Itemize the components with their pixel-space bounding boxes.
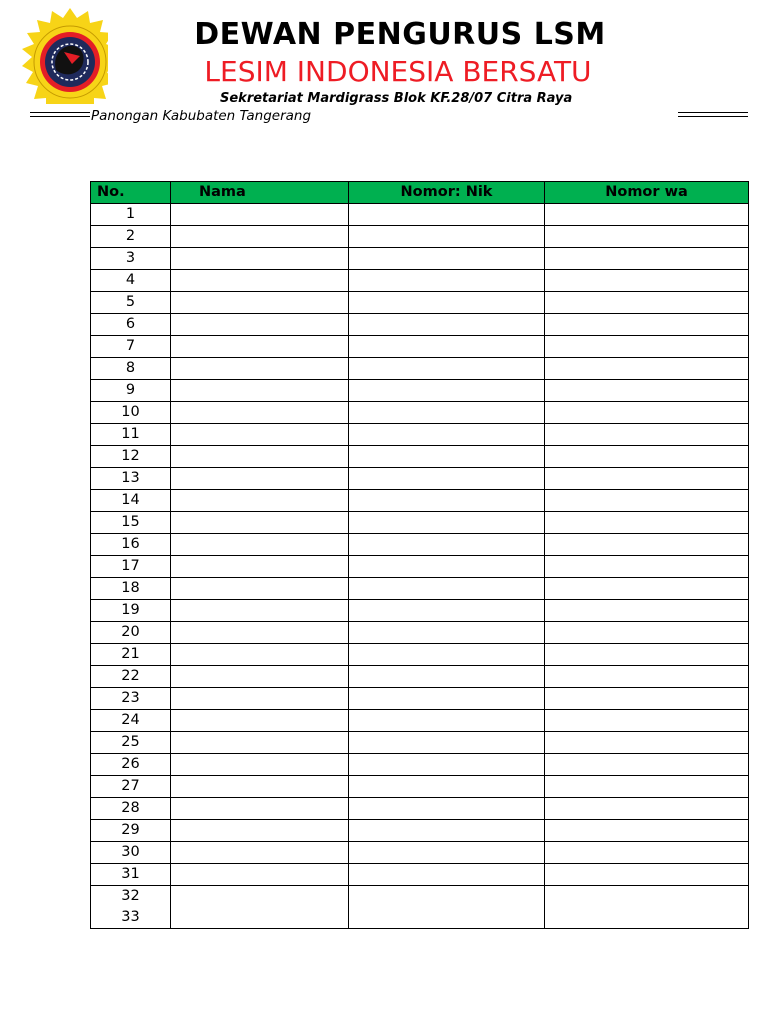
table-row bbox=[91, 732, 749, 754]
wa-cell[interactable] bbox=[545, 644, 749, 666]
secretariat-location: Panongan Kabubaten Tangerang bbox=[91, 108, 312, 124]
row-number: 13 bbox=[91, 468, 171, 490]
nama-cell[interactable] bbox=[171, 468, 349, 490]
wa-cell[interactable] bbox=[545, 600, 749, 622]
row-number: 27 bbox=[91, 776, 171, 798]
table-row bbox=[91, 358, 749, 380]
table-row bbox=[91, 292, 749, 314]
table-row bbox=[91, 710, 749, 732]
nik-cell[interactable] bbox=[349, 358, 545, 380]
wa-cell[interactable] bbox=[545, 468, 749, 490]
nik-cell[interactable] bbox=[349, 864, 545, 886]
nik-cell[interactable] bbox=[349, 226, 545, 248]
table-row bbox=[91, 424, 749, 446]
table-row bbox=[91, 820, 749, 842]
nik-cell[interactable] bbox=[349, 886, 545, 929]
wa-cell[interactable] bbox=[545, 446, 749, 468]
row-number: 25 bbox=[91, 732, 171, 754]
table-row bbox=[91, 842, 749, 864]
row-number: 11 bbox=[91, 424, 171, 446]
wa-cell[interactable] bbox=[545, 842, 749, 864]
row-number: 14 bbox=[91, 490, 171, 512]
wa-cell[interactable] bbox=[545, 666, 749, 688]
nama-cell[interactable] bbox=[171, 732, 349, 754]
nama-cell[interactable] bbox=[171, 402, 349, 424]
wa-cell[interactable] bbox=[545, 314, 749, 336]
table-row bbox=[91, 622, 749, 644]
wa-cell[interactable] bbox=[545, 886, 749, 929]
nama-cell[interactable] bbox=[171, 446, 349, 468]
nama-cell[interactable] bbox=[171, 490, 349, 512]
nama-cell[interactable] bbox=[171, 754, 349, 776]
nama-cell[interactable] bbox=[171, 622, 349, 644]
nik-cell[interactable] bbox=[349, 204, 545, 226]
nama-cell[interactable] bbox=[171, 600, 349, 622]
secretariat-address: Sekretariat Mardigrass Blok KF.28/07 Citra Raya bbox=[220, 91, 573, 106]
header-divider-right bbox=[678, 112, 748, 117]
wa-cell[interactable] bbox=[545, 622, 749, 644]
header-divider-left bbox=[30, 112, 90, 117]
row-number: 15 bbox=[91, 512, 171, 534]
member-register-table bbox=[90, 181, 749, 929]
nama-cell[interactable] bbox=[171, 314, 349, 336]
wa-cell[interactable] bbox=[545, 402, 749, 424]
table-row bbox=[91, 248, 749, 270]
wa-cell[interactable] bbox=[545, 204, 749, 226]
nik-cell[interactable] bbox=[349, 644, 545, 666]
row-number: 3 bbox=[91, 248, 171, 270]
wa-cell[interactable] bbox=[545, 226, 749, 248]
nik-cell[interactable] bbox=[349, 336, 545, 358]
table-row bbox=[91, 886, 749, 929]
table-header-row bbox=[91, 182, 749, 204]
nik-cell[interactable] bbox=[349, 468, 545, 490]
nik-cell[interactable] bbox=[349, 798, 545, 820]
table-row bbox=[91, 864, 749, 886]
organization-name: LESIM INDONESIA BERSATU bbox=[204, 55, 592, 88]
nama-cell[interactable] bbox=[171, 556, 349, 578]
wa-cell[interactable] bbox=[545, 556, 749, 578]
nik-cell[interactable] bbox=[349, 732, 545, 754]
table-row bbox=[91, 402, 749, 424]
nama-cell[interactable] bbox=[171, 864, 349, 886]
nik-cell[interactable] bbox=[349, 666, 545, 688]
nik-cell[interactable] bbox=[349, 380, 545, 402]
nama-cell[interactable] bbox=[171, 424, 349, 446]
wa-cell[interactable] bbox=[545, 512, 749, 534]
row-number: 23 bbox=[91, 688, 171, 710]
nama-cell[interactable] bbox=[171, 336, 349, 358]
nik-cell[interactable] bbox=[349, 622, 545, 644]
wa-cell[interactable] bbox=[545, 688, 749, 710]
page-title: DEWAN PENGURUS LSM bbox=[194, 17, 606, 52]
column-header-wa: Nomor wa bbox=[545, 182, 749, 204]
table-row bbox=[91, 578, 749, 600]
row-number bbox=[91, 886, 171, 929]
nama-cell[interactable] bbox=[171, 512, 349, 534]
wa-cell[interactable] bbox=[545, 358, 749, 380]
nama-cell[interactable] bbox=[171, 710, 349, 732]
row-number-line: 33 bbox=[121, 909, 140, 925]
nik-cell[interactable] bbox=[349, 534, 545, 556]
table-row bbox=[91, 666, 749, 688]
row-number: 28 bbox=[91, 798, 171, 820]
nama-cell[interactable] bbox=[171, 666, 349, 688]
wa-cell[interactable] bbox=[545, 270, 749, 292]
table-row bbox=[91, 314, 749, 336]
nik-cell[interactable] bbox=[349, 402, 545, 424]
row-number: 2 bbox=[91, 226, 171, 248]
nik-cell[interactable] bbox=[349, 248, 545, 270]
row-number: 12 bbox=[91, 446, 171, 468]
table-row bbox=[91, 468, 749, 490]
nik-cell[interactable] bbox=[349, 270, 545, 292]
wa-cell[interactable] bbox=[545, 820, 749, 842]
nik-cell[interactable] bbox=[349, 512, 545, 534]
nama-cell[interactable] bbox=[171, 248, 349, 270]
table-row bbox=[91, 226, 749, 248]
nama-cell[interactable] bbox=[171, 578, 349, 600]
nama-cell[interactable] bbox=[171, 380, 349, 402]
nama-cell[interactable] bbox=[171, 534, 349, 556]
row-number: 17 bbox=[91, 556, 171, 578]
nik-cell[interactable] bbox=[349, 820, 545, 842]
row-number: 19 bbox=[91, 600, 171, 622]
table-row bbox=[91, 534, 749, 556]
wa-cell[interactable] bbox=[545, 864, 749, 886]
table-row bbox=[91, 688, 749, 710]
table-row bbox=[91, 644, 749, 666]
row-number: 18 bbox=[91, 578, 171, 600]
table-row bbox=[91, 512, 749, 534]
nik-cell[interactable] bbox=[349, 776, 545, 798]
wa-cell[interactable] bbox=[545, 798, 749, 820]
nik-cell[interactable] bbox=[349, 754, 545, 776]
table-row bbox=[91, 380, 749, 402]
nama-cell[interactable] bbox=[171, 204, 349, 226]
nik-cell[interactable] bbox=[349, 490, 545, 512]
nama-cell[interactable] bbox=[171, 358, 349, 380]
wa-cell[interactable] bbox=[545, 380, 749, 402]
nik-cell[interactable] bbox=[349, 556, 545, 578]
wa-cell[interactable] bbox=[545, 776, 749, 798]
wa-cell[interactable] bbox=[545, 534, 749, 556]
table-row bbox=[91, 490, 749, 512]
wa-cell[interactable] bbox=[545, 336, 749, 358]
row-number-line: 32 bbox=[121, 888, 140, 904]
nik-cell[interactable] bbox=[349, 688, 545, 710]
table-body bbox=[91, 204, 749, 929]
nama-cell[interactable] bbox=[171, 798, 349, 820]
row-number: 22 bbox=[91, 666, 171, 688]
nama-cell[interactable] bbox=[171, 820, 349, 842]
nik-cell[interactable] bbox=[349, 446, 545, 468]
wa-cell[interactable] bbox=[545, 578, 749, 600]
table-row bbox=[91, 776, 749, 798]
nama-cell[interactable] bbox=[171, 842, 349, 864]
nama-cell[interactable] bbox=[171, 644, 349, 666]
table-row bbox=[91, 204, 749, 226]
nama-cell[interactable] bbox=[171, 226, 349, 248]
table-row bbox=[91, 270, 749, 292]
nama-cell[interactable] bbox=[171, 886, 349, 929]
row-number: 21 bbox=[91, 644, 171, 666]
table-row bbox=[91, 798, 749, 820]
row-number: 7 bbox=[91, 336, 171, 358]
row-number: 8 bbox=[91, 358, 171, 380]
row-number: 1 bbox=[91, 204, 171, 226]
nik-cell[interactable] bbox=[349, 578, 545, 600]
table-row bbox=[91, 600, 749, 622]
row-number: 9 bbox=[91, 380, 171, 402]
nik-cell[interactable] bbox=[349, 314, 545, 336]
column-header-nama: Nama bbox=[171, 182, 349, 204]
nik-cell[interactable] bbox=[349, 710, 545, 732]
row-number: 16 bbox=[91, 534, 171, 556]
column-header-no: No. bbox=[91, 182, 171, 204]
wa-cell[interactable] bbox=[545, 710, 749, 732]
wa-cell[interactable] bbox=[545, 732, 749, 754]
nik-cell[interactable] bbox=[349, 600, 545, 622]
table-row bbox=[91, 336, 749, 358]
nama-cell[interactable] bbox=[171, 776, 349, 798]
row-number: 26 bbox=[91, 754, 171, 776]
table-row bbox=[91, 446, 749, 468]
column-header-nik: Nomor: Nik bbox=[349, 182, 545, 204]
nik-cell[interactable] bbox=[349, 842, 545, 864]
nik-cell[interactable] bbox=[349, 292, 545, 314]
row-number: 5 bbox=[91, 292, 171, 314]
table-row bbox=[91, 754, 749, 776]
row-number: 6 bbox=[91, 314, 171, 336]
table-row bbox=[91, 556, 749, 578]
row-number: 30 bbox=[91, 842, 171, 864]
row-number: 4 bbox=[91, 270, 171, 292]
row-number: 29 bbox=[91, 820, 171, 842]
wa-cell[interactable] bbox=[545, 248, 749, 270]
wa-cell[interactable] bbox=[545, 754, 749, 776]
row-number: 10 bbox=[91, 402, 171, 424]
row-number: 20 bbox=[91, 622, 171, 644]
wa-cell[interactable] bbox=[545, 292, 749, 314]
wa-cell[interactable] bbox=[545, 490, 749, 512]
nama-cell[interactable] bbox=[171, 292, 349, 314]
wa-cell[interactable] bbox=[545, 424, 749, 446]
row-number: 24 bbox=[91, 710, 171, 732]
row-number: 31 bbox=[91, 864, 171, 886]
nama-cell[interactable] bbox=[171, 270, 349, 292]
nik-cell[interactable] bbox=[349, 424, 545, 446]
nama-cell[interactable] bbox=[171, 688, 349, 710]
